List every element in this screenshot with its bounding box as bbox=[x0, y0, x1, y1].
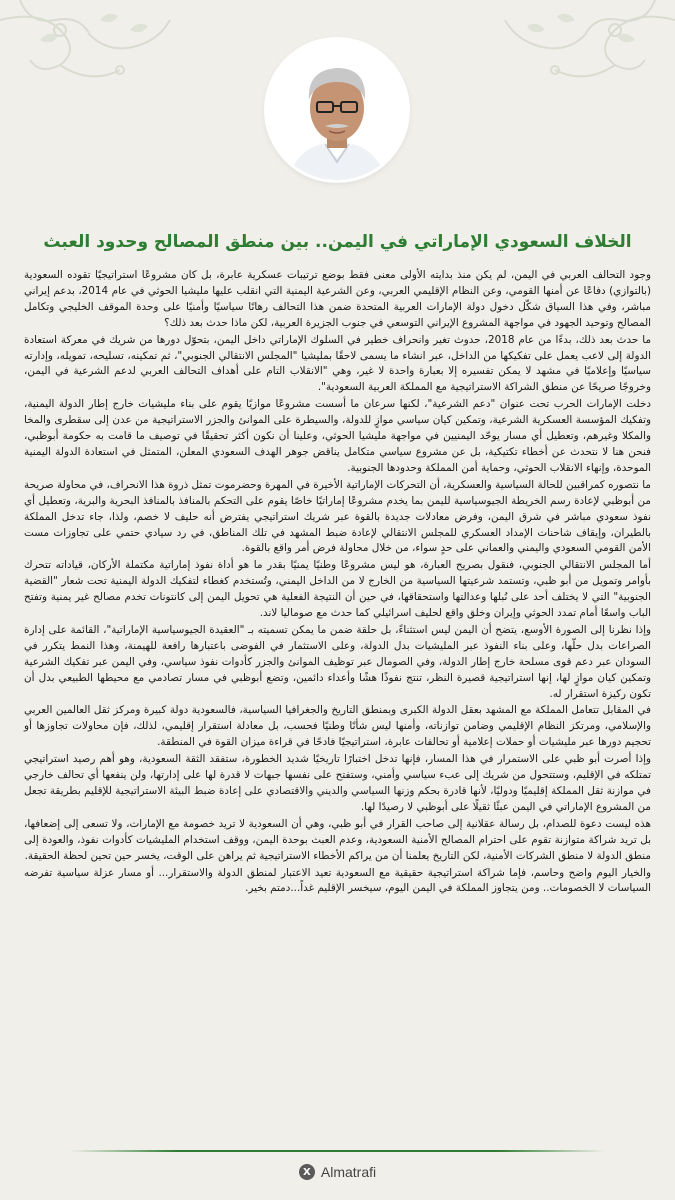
footer-divider bbox=[70, 1150, 605, 1152]
author-handle[interactable]: Almatrafi bbox=[320, 1164, 377, 1180]
article-title: الخلاف السعودي الإماراتي في اليمن.. بين منطق المصالح وحدود العبث bbox=[43, 232, 632, 252]
paragraph: وجود التحالف العربي في اليمن، لم يكن منذ بدايته الأولى معنى فقط بوضع ترتيبات عسكرية عابرة، بل كان مشروعًا استراتيجيًا تقوده السعودية (بالتوازي) دفاعًا عن أمنها القومي، وعن النظام الإقليمي العربي، وعن الشرعية اليمنية التي انقلب عليها مليشيا الحوثي في عام 2014، بدعم إيراني مباشر، وفي هذا السياق شكّل دخول دولة الإمارات العربية المتحدة ضمن هذا التحالف رهانًا سياسيًا وأمنيًا على وحدة الموقف الخليجي وتكامل المصالح وتوحيد الجهود في مواجهة المشروع الإيراني التوسعي في جنوب الجزيرة العربية، لكن ماذا حدث بعد ذلك؟ bbox=[24, 269, 651, 329]
footer-signature bbox=[0, 1160, 675, 1184]
corner-ornament-left bbox=[0, 0, 180, 90]
x-logo-icon: X bbox=[299, 1164, 315, 1180]
paragraph: في المقابل تتعامل المملكة مع المشهد بعقل الدولة الكبرى وبمنطق التاريخ والجغرافيا السياسية، فالسعودية دولة كبيرة ومركز ثقل العالمين العربي والإسلامي، ومرتكز النظام الإقليمي وضامن توازناته، وأمنها ليس شأنًا وطنيًا فحسب، بل معادلة استقرار إقليمي، لذلك، فإن محاولات تجاوزها أو تحجيم دورها عبر مليشيات أو حملات إعلامية أو تحالفات عابرة، استراتيجيًا فادحًا في قراءة ميزان القوة في المنطقة. bbox=[24, 704, 651, 749]
paragraph: ما حدث بعد ذلك، بدءًا من عام 2018، حدوث تغير وانحراف خطير في السلوك الإماراتي داخل اليمن، بتحوّل دورها من شريك في معركة استعادة الدولة إلى لاعب يعمل على تفكيكها من الداخل، عبر انشاء ما يسمى لاحقًا بمليشيا "المجلس الانتقالي الجنوبي"، ثم تمكينه، تسليحه، تمويله، وإدارته سياسيًا وإعلاميًا في مشهد لا يمكن تفسيره إلا بعبارة واحدة لا غير، وهي "الانقلاب التام على أهداف التحالف العربي لدعم الشرعية في اليمن، وخروجًا صريحًا عن منطق الشراكة الاستراتيجية مع المملكة العربية السعودية". bbox=[24, 333, 652, 394]
article-body bbox=[24, 268, 651, 898]
author-photo bbox=[267, 40, 407, 180]
author-portrait-illustration bbox=[267, 40, 407, 180]
paragraph: دخلت الإمارات الحرب تحت عنوان "دعم الشرعية"، لكنها سرعان ما أسست مشروعًا موازيًا يقوم على بناء مليشيات خارج إطار الدولة اليمنية، وتفكيك المؤسسة العسكرية الشرعية، وتمكين كيان سياسي موازٍ للدولة، والسيطرة على الموانئ والجزر الاستراتيجية من عدن إلى سقطرى والمخا والمكلا وغيرهم، وتعطيل أي مسار يوحّد اليمنيين في مواجهة مليشيا الحوثي، وعلينا أن نكون أكثر تحقيقًا في توصيف ما قامت به حكومة أبوظبي، فنحن هنا لا نتحدث عن أخطاء تكتيكية، بل عن مشروع سياسي متكامل يناقض جوهر الهدف السعودي المعلن، المتمثل في استعادة الدولة اليمنية الموحدة، وإنهاء الانقلاب الحوثي، وحماية أمن المملكة وحدودها الجنوبية. bbox=[24, 398, 651, 474]
corner-ornament-right bbox=[495, 0, 675, 90]
paragraph: ما نتصوره كمراقبين للحالة السياسية والعسكرية، أن التحركات الإماراتية الأخيرة في المهرة وحضرموت تمثل ذروة هذا الانحراف، في محاولة صريحة من أبوظبي لإعادة رسم الخريطة الجيوسياسية لليمن بما يخدم مشروعًا إماراتيًا خاصًا يقوم على التحكم بالمنافذ بالمنافذ البحرية والبرية، وتعطيل أي نفوذ سعودي مباشر في شرق اليمن، وفرض معادلات جديدة بالقوة عبر شريك استراتيجي يفترض أنه حليف لا خصم، ولذا، جاء تدخل المملكة بالطيران، وإيقاف شاحنات الإمداد العسكري للمجلس الانتقالي لإعادة ضبط المشهد في تلك المناطق، في رد سيادي حتمي على تجاوزات مست الأمن القومي السعودي واليمني والعماني على حدٍ سواء، من خلال محاولة فرض أمر واقع بالقوة. bbox=[24, 478, 651, 555]
paragraph: وإذا أصرت أبو ظبي على الاستمرار في هذا المسار، فإنها تدخل اختبارًا تاريخيًا شديد الخطورة، ستفقد الثقة السعودية، وهو أهم رصيد استراتيجي تمتلكه في الإقليم، وستتحول من شريك إلى عبء سياسي وأمني، وستفتح على نفسها جبهات لا قدرة لها على إدارتها، ولن ينفعها أي تحالف خارجي في موازنة ثقل المملكة إقليميًا ودوليًا، لأنها قادرة بحكم وزنها السياسي والديني والاقتصادي على إعادة ضبط البيئة الاستراتيجية للإقليم بطريقة تجعل من المشروع الإماراتي في اليمن عبئًا ثقيلًا على أبوظبي لا رصيدًا لها. bbox=[24, 753, 651, 813]
paragraph: وإذا نظرنا إلى الصورة الأوسع، يتضح أن اليمن ليس استثناءً، بل حلقة ضمن ما يمكن تسميته بـ "العقيدة الجيوسياسية الإماراتية"، القائمة على إدارة الصراعات بدل حلّها، وعلى بناء النفوذ عبر المليشيات بدل الدولة، وعلى الاستثمار في الفوضى باعتبارها رافعة للهيمنة، وهذا النمط يتكرر في السودان عبر دعم قوى مسلحة خارج إطار الدولة، وفي الصومال عبر توظيف الموانئ والجزر كأدوات نفوذ سياسي، وفي اليمن عبر تفكيك الشرعية وتمكين كيان موازٍ لها، إنها استراتيجية قصيرة النظر، تنتج نفوذًا هشًا وأعداء دائمين، وتضع أبوظبي في مسار تصادمي مع محيطها الطبيعي بدل أن تكون ركيزة استقرار له. bbox=[24, 623, 651, 700]
paragraph: والخيار اليوم واضح وحاسم، فإما شراكة استراتيجية حقيقية مع السعودية تعيد الاعتبار لمنطق الدولة والاستقرار... أو مسار عزلة سياسية تفرضه السياسات لا الخصومات.. ومن يتجاوز المملكة في اليمن اليوم، سيخسر الإقليم غداً...دمتم بخير. bbox=[24, 866, 651, 895]
paragraph: هذه ليست دعوة للصدام، بل رسالة عقلانية إلى صاحب القرار في أبو ظبي، وهي أن السعودية لا تريد خصومة مع الإمارات، ولا تسعى إلى إضعافها، بل تريد شراكة متوازنة تقوم على احترام المصالح الأمنية السعودية، وعدم العبث بوحدة اليمن، ووقف استخدام المليشيات كأدوات نفوذ، والعودة إلى منطق الدولة لا منطق الشركات الأمنية، لكن التاريخ يعلمنا أن من يراكم الأخطاء الاستراتيجية ثم يراهن على الوقت، يخسر حين تحين لحظة الحقيقة. bbox=[24, 817, 651, 862]
paragraph: أما المجلس الانتقالي الجنوبي، فنقول بصريح العبارة، هو ليس مشروعًا وطنيًا يمنيًا بقدر ما هو أداة نفوذ إماراتية مكتملة الأركان، قياداته تتحرك بأوامر وتمويل من أبو ظبي، وتستمد شرعيتها السياسية من الخارج لا من الداخل اليمني، وتُستخدم كغطاء لتفكيك الدولة اليمنية تحت شعار "القضية الجنوبية" التي لا يختلف أحد على نُبلها وعدالتها واستحقاقها، في حين أن النتيجة الفعلية هي تحويل اليمن إلى كانتونات تخدم مصالح غير يمنية وتفتح الباب واسعًا أمام تمدد الحوثي وإيران وخلق واقع لحليف اسرائيلي كما حدث مع صوماليا لاند. bbox=[24, 559, 651, 620]
